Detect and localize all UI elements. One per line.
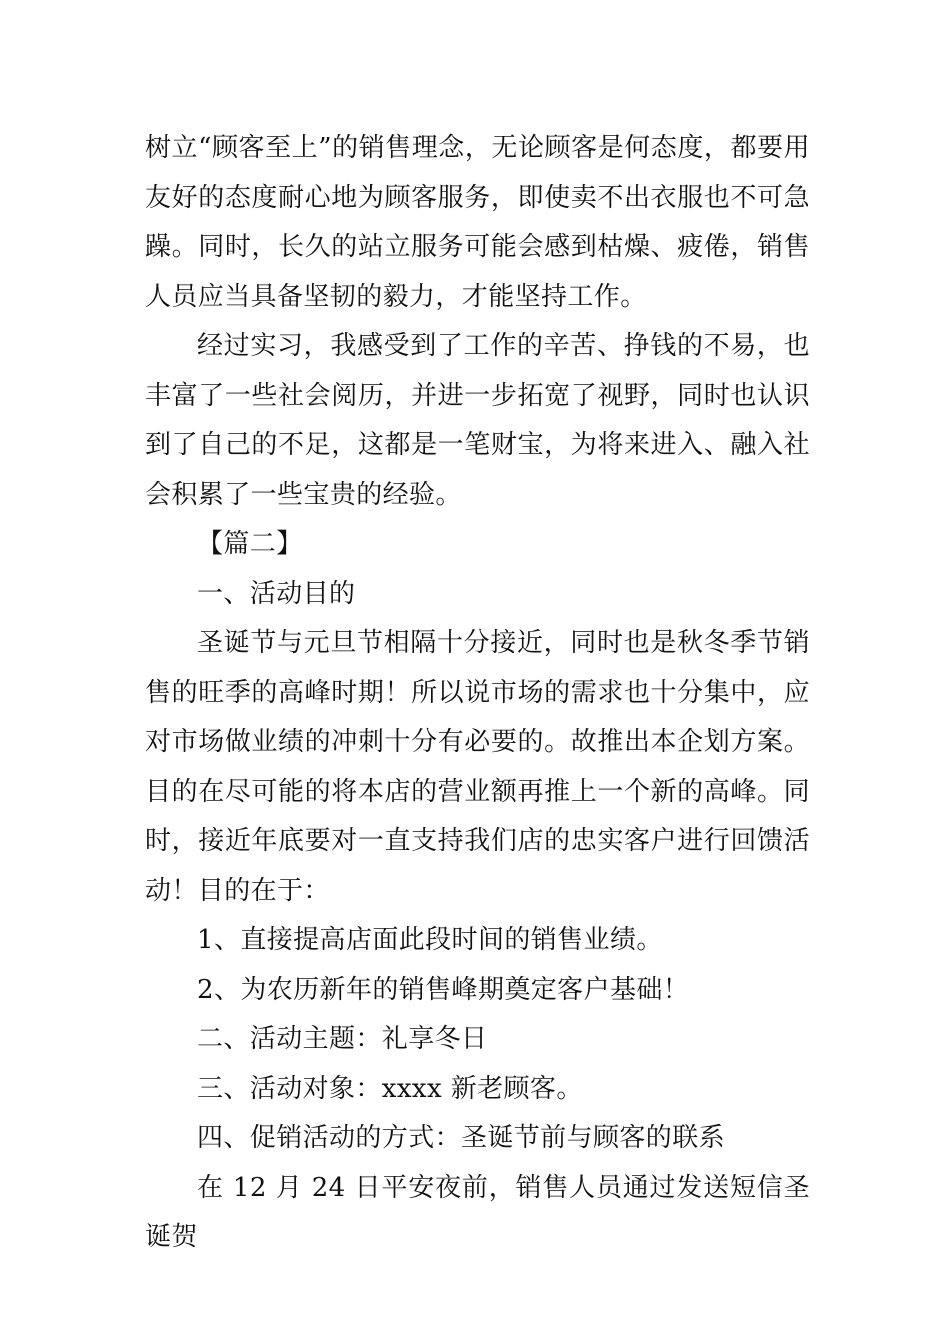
- heading-activity-theme: 二、活动主题：礼享冬日: [197, 1024, 488, 1054]
- paragraph-internship-reflection: 经过实习，我感受到了工作的辛苦、挣钱的不易，也丰富了一些社会阅历，并进一步拓宽了视野，同时也认识到了自己的不足，这都是一笔财宝，为将来进入、融入社会积累了一些宝贵的经验。: [145, 331, 810, 510]
- paragraph-christmas-eve: 在 12 月 24 日平安夜前，销售人员通过发送短信圣诞贺: [145, 1172, 810, 1252]
- list-item-2: 2、为农历新年的销售峰期奠定客户基础！: [197, 974, 690, 1005]
- paragraph-continuation: 树立“顾客至上”的销售理念，无论顾客是何态度，都要用友好的态度耐心地为顾客服务，即使卖不出衣服也不可急躁。同时，长久的站立服务可能会感到枯燥、疲倦，销售人员应当具备坚韧的毅力，才能坚持工作。: [145, 133, 810, 312]
- heading-activity-target: 三、活动对象：xxxx 新老顾客。: [197, 1073, 583, 1104]
- heading-promotion-method: 四、促销活动的方式：圣诞节前与顾客的联系: [197, 1123, 726, 1153]
- paragraph-activity-purpose: 圣诞节与元旦节相隔十分接近，同时也是秋冬季节销售的旺季的高峰时期！所以说市场的需求也十分集中，应对市场做业绩的冲刺十分有必要的。故推出本企划方案。目的在尽可能的将本店的营业额再推上一个新的高峰。同时，接近年底要对一直支持我们店的忠实客户进行回馈活动！目的在于：: [145, 628, 810, 906]
- heading-activity-purpose: 一、活动目的: [197, 578, 356, 609]
- list-item-1: 1、直接提高店面此段时间的销售业绩。: [197, 925, 663, 955]
- document-body: [145, 124, 810, 1263]
- section-heading: 【篇二】: [197, 529, 303, 559]
